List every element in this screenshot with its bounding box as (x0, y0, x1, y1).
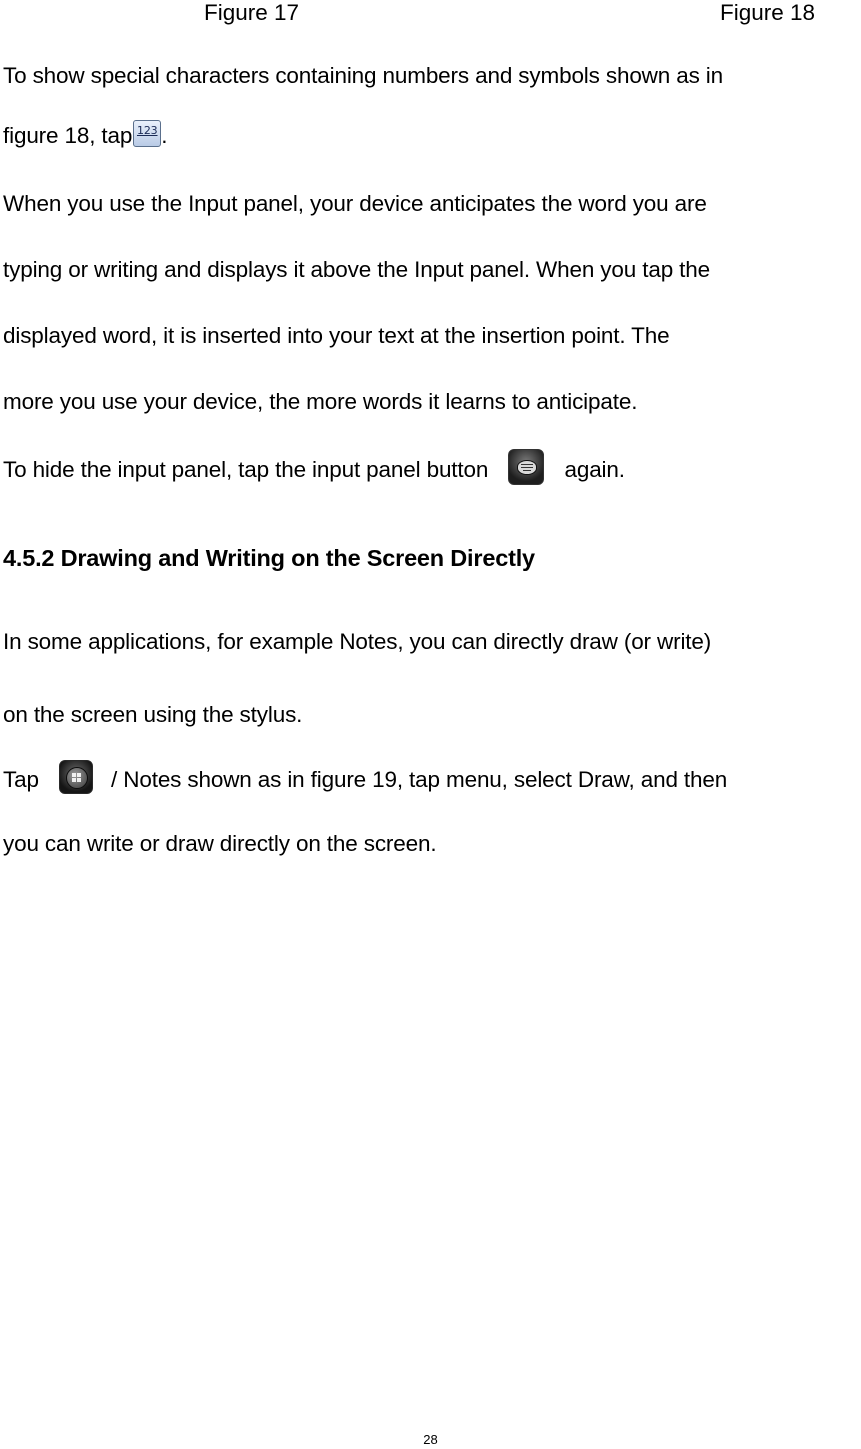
paragraph-drawing-line-2: on the screen using the stylus. (3, 702, 303, 727)
paragraph-input-panel-line-1: When you use the Input panel, your device anticipates the word you are (3, 191, 707, 216)
hide-panel-text-after: again. (564, 456, 625, 482)
paragraph-notes-line-2: you can write or draw directly on the screen. (3, 831, 437, 856)
paragraph-special-chars-text: figure 18, tap (3, 123, 133, 148)
paragraph-special-chars-line-1: To show special characters containing numbers and symbols shown as in (3, 63, 724, 88)
figure-18-caption: Figure 18 (720, 0, 816, 25)
paragraph-input-panel-line-2: typing or writing and displays it above the Input panel. When you tap the (3, 257, 710, 282)
keyboard-icon (508, 449, 544, 485)
paragraph-drawing-line-1: In some applications, for example Notes, you can directly draw (or write) (3, 629, 712, 654)
keyboard-icon-glyph (517, 460, 537, 475)
figure-17-caption: Figure 17 (204, 0, 300, 25)
paragraph-input-panel-line-3: displayed word, it is inserted into your text at the insertion point. The (3, 323, 670, 348)
notes-instruction-text: / Notes shown as in figure 19, tap menu, select Draw, and then (111, 766, 728, 792)
windows-start-orb (66, 767, 88, 789)
paragraph-hide-panel (3, 453, 625, 489)
paragraph-notes-line-1 (3, 764, 727, 798)
page-number: 28 (423, 1432, 438, 1447)
tap-text: Tap (3, 766, 39, 792)
paragraph-special-chars-line-2 (3, 121, 167, 151)
hide-panel-text: To hide the input panel, tap the input panel button (3, 456, 489, 482)
paragraph-special-chars-period: . (161, 123, 168, 148)
paragraph-input-panel-line-4: more you use your device, the more words it learns to anticipate. (3, 389, 638, 414)
numeric-keypad-icon (133, 120, 161, 147)
section-heading: 4.5.2 Drawing and Writing on the Screen Directly (3, 545, 535, 571)
windows-start-icon (59, 760, 93, 794)
numeric-keypad-icon-label: 123 (136, 123, 158, 137)
